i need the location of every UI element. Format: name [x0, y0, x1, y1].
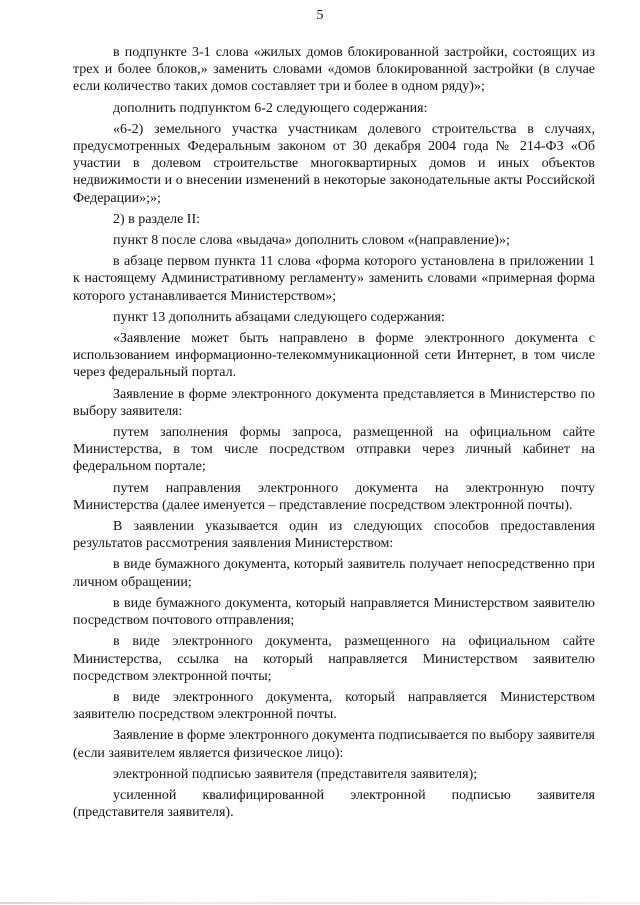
paragraph: в подпункте 3-1 слова «жилых домов блокированной застройки, состоящих из трех и более блоков,» заменить словами «домов блокированной застройки (в случае если количество таких домов составляет три и более в одном ряду)»;	[73, 45, 595, 95]
paragraph: путем направления электронного документа на электронную почту Министерства (далее именуется – представление посредством электронной почты).	[73, 480, 595, 513]
paragraph: в виде бумажного документа, который заявитель получает непосредственно при личном обращении;	[73, 557, 595, 590]
paragraph: в виде электронного документа, размещенного на официальном сайте Министерства, ссылка на который направляется Министерством заявителю посредством электронной почты;	[73, 634, 595, 684]
paragraph: усиленной квалифицированной электронной подписью заявителя (представителя заявителя).	[73, 787, 595, 821]
paragraph: «Заявление может быть направлено в форме электронного документа с использованием информационно-телекоммуникационной сети Интернет, в том числе через федеральный портал.	[73, 331, 595, 381]
paragraph: путем заполнения формы запроса, размещенной на официальном сайте Министерства, в том числе посредством отправки через личный кабинет на федеральном портале;	[73, 425, 595, 475]
paragraph: Заявление в форме электронного документа подписывается по выбору заявителя (если заявителем является физическое лицо):	[73, 728, 595, 761]
paragraph: 2) в разделе II:	[113, 211, 201, 227]
paragraph: «6-2) земельного участка участникам долевого строительства в случаях, предусмотренных Федеральным законом от 30 декабря 2004 года № 214-ФЗ «Об участии в долевом строительстве многоквартирных домов и иных объектов недвижимости и о внесении изменений в некоторые законодательные акты Российской Федерации»;»;	[73, 121, 595, 206]
paragraph: пункт 13 дополнить абзацами следующего содержания:	[113, 309, 445, 325]
paragraph: дополнить подпунктом 6-2 следующего содержания:	[113, 100, 428, 116]
paragraph: пункт 8 после слова «выдача» дополнить словом «(направление)»;	[113, 233, 510, 249]
paragraph: в абзаце первом пункта 11 слова «форма которого установлена в приложении 1 к настоящему Административному регламенту» заменить словами «примерная форма которого устанавливается Министерством»;	[73, 254, 595, 304]
paragraph: В заявлении указывается один из следующих способов предоставления результатов рассмотрения заявления Министерством:	[73, 519, 595, 552]
scan-edge-divider	[0, 902, 640, 904]
page-number: 5	[316, 8, 324, 23]
paragraph: Заявление в форме электронного документа представляется в Министерство по выбору заявителя:	[73, 386, 595, 419]
document-body	[73, 44, 595, 821]
paragraph: электронной подписью заявителя (представителя заявителя);	[113, 766, 478, 782]
paragraph: в виде бумажного документа, который направляется Министерством заявителю посредством почтового отправления;	[73, 595, 595, 629]
paragraph: в виде электронного документа, который направляется Министерством заявителю посредством электронной почты.	[73, 689, 595, 723]
